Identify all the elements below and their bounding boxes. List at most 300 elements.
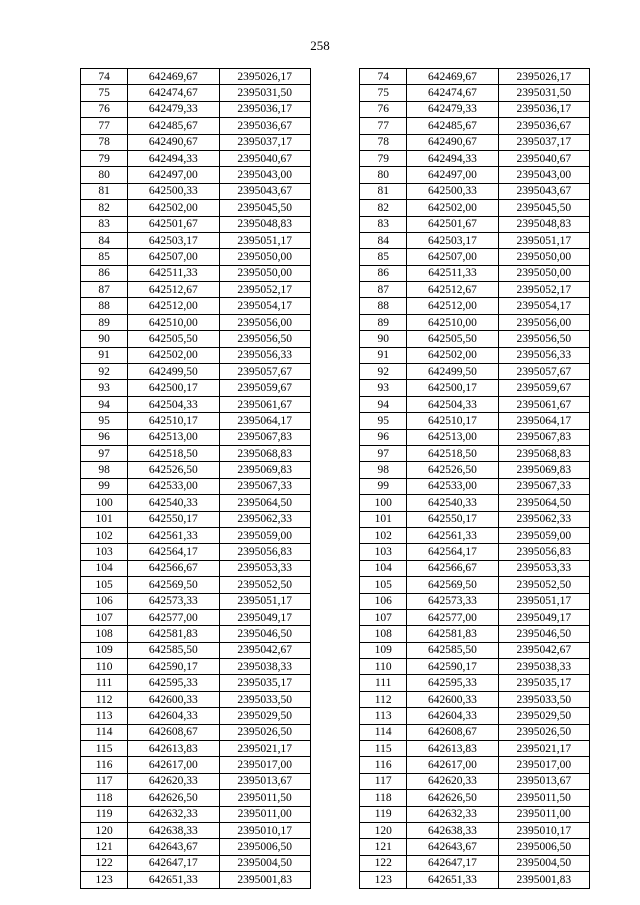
right-x-coordinate-cell: 642510,17 — [407, 413, 498, 429]
right-y-coordinate-cell: 2395040,67 — [498, 150, 589, 166]
left-point-number-cell: 94 — [81, 396, 128, 412]
right-y-coordinate-cell: 2395026,50 — [498, 724, 589, 740]
right-point-number-cell: 82 — [360, 200, 407, 216]
right-y-coordinate-cell: 2395043,00 — [498, 167, 589, 183]
table-row — [81, 708, 590, 724]
column-gap — [310, 560, 359, 576]
left-y-coordinate-cell: 2395031,50 — [219, 85, 310, 101]
table-row — [81, 724, 590, 740]
left-point-number-cell: 92 — [81, 364, 128, 380]
column-gap — [310, 265, 359, 281]
right-point-number-cell: 108 — [360, 626, 407, 642]
left-point-number-cell: 82 — [81, 200, 128, 216]
left-point-number-cell: 101 — [81, 511, 128, 527]
column-gap — [310, 232, 359, 248]
right-y-coordinate-cell: 2395062,33 — [498, 511, 589, 527]
left-y-coordinate-cell: 2395038,33 — [219, 659, 310, 675]
right-x-coordinate-cell: 642490,67 — [407, 134, 498, 150]
right-x-coordinate-cell: 642500,33 — [407, 183, 498, 199]
left-point-number-cell: 103 — [81, 544, 128, 560]
right-x-coordinate-cell: 642585,50 — [407, 642, 498, 658]
right-x-coordinate-cell: 642503,17 — [407, 232, 498, 248]
right-point-number-cell: 86 — [360, 265, 407, 281]
left-point-number-cell: 79 — [81, 150, 128, 166]
left-point-number-cell: 74 — [81, 69, 128, 85]
left-point-number-cell: 88 — [81, 298, 128, 314]
table-row — [81, 659, 590, 675]
column-gap — [310, 150, 359, 166]
left-x-coordinate-cell: 642595,33 — [128, 675, 219, 691]
left-point-number-cell: 122 — [81, 855, 128, 871]
right-point-number-cell: 92 — [360, 364, 407, 380]
right-y-coordinate-cell: 2395042,67 — [498, 642, 589, 658]
left-x-coordinate-cell: 642533,00 — [128, 478, 219, 494]
left-y-coordinate-cell: 2395026,17 — [219, 69, 310, 85]
table-row — [81, 347, 590, 363]
right-point-number-cell: 91 — [360, 347, 407, 363]
left-y-coordinate-cell: 2395004,50 — [219, 855, 310, 871]
right-x-coordinate-cell: 642581,83 — [407, 626, 498, 642]
column-gap — [310, 855, 359, 871]
table-row — [81, 445, 590, 461]
right-x-coordinate-cell: 642638,33 — [407, 822, 498, 838]
right-x-coordinate-cell: 642504,33 — [407, 396, 498, 412]
left-x-coordinate-cell: 642499,50 — [128, 364, 219, 380]
column-gap — [310, 741, 359, 757]
right-x-coordinate-cell: 642595,33 — [407, 675, 498, 691]
left-x-coordinate-cell: 642550,17 — [128, 511, 219, 527]
left-y-coordinate-cell: 2395061,67 — [219, 396, 310, 412]
right-x-coordinate-cell: 642647,17 — [407, 855, 498, 871]
right-x-coordinate-cell: 642510,00 — [407, 314, 498, 330]
left-y-coordinate-cell: 2395045,50 — [219, 200, 310, 216]
right-y-coordinate-cell: 2395036,67 — [498, 118, 589, 134]
left-y-coordinate-cell: 2395062,33 — [219, 511, 310, 527]
left-x-coordinate-cell: 642577,00 — [128, 609, 219, 625]
right-point-number-cell: 99 — [360, 478, 407, 494]
right-point-number-cell: 84 — [360, 232, 407, 248]
left-point-number-cell: 114 — [81, 724, 128, 740]
left-x-coordinate-cell: 642502,00 — [128, 200, 219, 216]
right-point-number-cell: 121 — [360, 839, 407, 855]
right-x-coordinate-cell: 642502,00 — [407, 347, 498, 363]
column-gap — [310, 167, 359, 183]
right-x-coordinate-cell: 642626,50 — [407, 790, 498, 806]
right-y-coordinate-cell: 2395001,83 — [498, 872, 589, 888]
column-gap — [310, 839, 359, 855]
left-point-number-cell: 77 — [81, 118, 128, 134]
right-point-number-cell: 107 — [360, 609, 407, 625]
right-y-coordinate-cell: 2395067,33 — [498, 478, 589, 494]
column-gap — [310, 609, 359, 625]
column-gap — [310, 691, 359, 707]
right-x-coordinate-cell: 642569,50 — [407, 577, 498, 593]
column-gap — [310, 659, 359, 675]
right-x-coordinate-cell: 642507,00 — [407, 249, 498, 265]
right-y-coordinate-cell: 2395052,50 — [498, 577, 589, 593]
right-y-coordinate-cell: 2395011,00 — [498, 806, 589, 822]
left-point-number-cell: 75 — [81, 85, 128, 101]
left-point-number-cell: 106 — [81, 593, 128, 609]
table-row — [81, 85, 590, 101]
left-point-number-cell: 89 — [81, 314, 128, 330]
right-y-coordinate-cell: 2395051,17 — [498, 232, 589, 248]
table-row — [81, 544, 590, 560]
coordinates-table — [80, 68, 590, 889]
right-x-coordinate-cell: 642540,33 — [407, 495, 498, 511]
left-x-coordinate-cell: 642617,00 — [128, 757, 219, 773]
left-point-number-cell: 123 — [81, 872, 128, 888]
left-x-coordinate-cell: 642608,67 — [128, 724, 219, 740]
left-x-coordinate-cell: 642510,17 — [128, 413, 219, 429]
left-x-coordinate-cell: 642590,17 — [128, 659, 219, 675]
right-point-number-cell: 105 — [360, 577, 407, 593]
right-y-coordinate-cell: 2395064,50 — [498, 495, 589, 511]
table-row — [81, 806, 590, 822]
right-y-coordinate-cell: 2395064,17 — [498, 413, 589, 429]
left-point-number-cell: 95 — [81, 413, 128, 429]
right-y-coordinate-cell: 2395057,67 — [498, 364, 589, 380]
left-x-coordinate-cell: 642502,00 — [128, 347, 219, 363]
right-y-coordinate-cell: 2395050,00 — [498, 249, 589, 265]
right-point-number-cell: 93 — [360, 380, 407, 396]
right-y-coordinate-cell: 2395069,83 — [498, 462, 589, 478]
column-gap — [310, 85, 359, 101]
left-point-number-cell: 120 — [81, 822, 128, 838]
left-x-coordinate-cell: 642638,33 — [128, 822, 219, 838]
table-row — [81, 232, 590, 248]
table-row — [81, 527, 590, 543]
left-point-number-cell: 119 — [81, 806, 128, 822]
left-point-number-cell: 78 — [81, 134, 128, 150]
column-gap — [310, 626, 359, 642]
right-x-coordinate-cell: 642500,17 — [407, 380, 498, 396]
left-point-number-cell: 118 — [81, 790, 128, 806]
column-gap — [310, 347, 359, 363]
left-y-coordinate-cell: 2395033,50 — [219, 691, 310, 707]
left-y-coordinate-cell: 2395001,83 — [219, 872, 310, 888]
table-row — [81, 216, 590, 232]
left-x-coordinate-cell: 642494,33 — [128, 150, 219, 166]
left-x-coordinate-cell: 642490,67 — [128, 134, 219, 150]
left-point-number-cell: 98 — [81, 462, 128, 478]
column-gap — [310, 642, 359, 658]
column-gap — [310, 495, 359, 511]
left-y-coordinate-cell: 2395043,00 — [219, 167, 310, 183]
left-x-coordinate-cell: 642479,33 — [128, 101, 219, 117]
right-point-number-cell: 103 — [360, 544, 407, 560]
column-gap — [310, 724, 359, 740]
right-x-coordinate-cell: 642533,00 — [407, 478, 498, 494]
left-x-coordinate-cell: 642501,67 — [128, 216, 219, 232]
right-x-coordinate-cell: 642505,50 — [407, 331, 498, 347]
right-point-number-cell: 106 — [360, 593, 407, 609]
right-x-coordinate-cell: 642564,17 — [407, 544, 498, 560]
right-y-coordinate-cell: 2395006,50 — [498, 839, 589, 855]
left-x-coordinate-cell: 642513,00 — [128, 429, 219, 445]
right-point-number-cell: 80 — [360, 167, 407, 183]
left-x-coordinate-cell: 642512,00 — [128, 298, 219, 314]
table-row — [81, 609, 590, 625]
right-x-coordinate-cell: 642613,83 — [407, 741, 498, 757]
left-x-coordinate-cell: 642613,83 — [128, 741, 219, 757]
left-point-number-cell: 96 — [81, 429, 128, 445]
right-y-coordinate-cell: 2395035,17 — [498, 675, 589, 691]
right-point-number-cell: 118 — [360, 790, 407, 806]
left-point-number-cell: 111 — [81, 675, 128, 691]
left-x-coordinate-cell: 642469,67 — [128, 69, 219, 85]
column-gap — [310, 544, 359, 560]
table-row — [81, 577, 590, 593]
right-y-coordinate-cell: 2395056,50 — [498, 331, 589, 347]
left-y-coordinate-cell: 2395010,17 — [219, 822, 310, 838]
left-point-number-cell: 121 — [81, 839, 128, 855]
column-gap — [310, 216, 359, 232]
left-y-coordinate-cell: 2395056,83 — [219, 544, 310, 560]
left-x-coordinate-cell: 642620,33 — [128, 773, 219, 789]
left-y-coordinate-cell: 2395029,50 — [219, 708, 310, 724]
left-point-number-cell: 85 — [81, 249, 128, 265]
left-x-coordinate-cell: 642518,50 — [128, 445, 219, 461]
left-x-coordinate-cell: 642512,67 — [128, 282, 219, 298]
left-y-coordinate-cell: 2395053,33 — [219, 560, 310, 576]
left-y-coordinate-cell: 2395035,17 — [219, 675, 310, 691]
right-y-coordinate-cell: 2395036,17 — [498, 101, 589, 117]
right-point-number-cell: 88 — [360, 298, 407, 314]
left-point-number-cell: 117 — [81, 773, 128, 789]
right-point-number-cell: 120 — [360, 822, 407, 838]
left-y-coordinate-cell: 2395064,50 — [219, 495, 310, 511]
left-x-coordinate-cell: 642500,33 — [128, 183, 219, 199]
table-row — [81, 249, 590, 265]
right-x-coordinate-cell: 642643,67 — [407, 839, 498, 855]
right-y-coordinate-cell: 2395013,67 — [498, 773, 589, 789]
right-point-number-cell: 114 — [360, 724, 407, 740]
left-x-coordinate-cell: 642500,17 — [128, 380, 219, 396]
right-y-coordinate-cell: 2395054,17 — [498, 298, 589, 314]
right-point-number-cell: 97 — [360, 445, 407, 461]
table-row — [81, 478, 590, 494]
table-row — [81, 150, 590, 166]
right-point-number-cell: 78 — [360, 134, 407, 150]
right-point-number-cell: 89 — [360, 314, 407, 330]
right-x-coordinate-cell: 642632,33 — [407, 806, 498, 822]
left-y-coordinate-cell: 2395048,83 — [219, 216, 310, 232]
right-x-coordinate-cell: 642474,67 — [407, 85, 498, 101]
left-point-number-cell: 97 — [81, 445, 128, 461]
column-gap — [310, 462, 359, 478]
left-y-coordinate-cell: 2395040,67 — [219, 150, 310, 166]
left-x-coordinate-cell: 642626,50 — [128, 790, 219, 806]
left-point-number-cell: 86 — [81, 265, 128, 281]
table-row — [81, 364, 590, 380]
table-row — [81, 642, 590, 658]
right-point-number-cell: 79 — [360, 150, 407, 166]
left-y-coordinate-cell: 2395068,83 — [219, 445, 310, 461]
table-row — [81, 134, 590, 150]
right-point-number-cell: 110 — [360, 659, 407, 675]
table-row — [81, 429, 590, 445]
right-point-number-cell: 77 — [360, 118, 407, 134]
table-row — [81, 265, 590, 281]
left-y-coordinate-cell: 2395052,17 — [219, 282, 310, 298]
left-point-number-cell: 110 — [81, 659, 128, 675]
left-y-coordinate-cell: 2395011,50 — [219, 790, 310, 806]
left-y-coordinate-cell: 2395067,83 — [219, 429, 310, 445]
right-y-coordinate-cell: 2395045,50 — [498, 200, 589, 216]
right-y-coordinate-cell: 2395048,83 — [498, 216, 589, 232]
right-point-number-cell: 102 — [360, 527, 407, 543]
right-x-coordinate-cell: 642485,67 — [407, 118, 498, 134]
left-y-coordinate-cell: 2395050,00 — [219, 249, 310, 265]
right-x-coordinate-cell: 642573,33 — [407, 593, 498, 609]
table-row — [81, 675, 590, 691]
right-y-coordinate-cell: 2395021,17 — [498, 741, 589, 757]
right-x-coordinate-cell: 642617,00 — [407, 757, 498, 773]
left-x-coordinate-cell: 642540,33 — [128, 495, 219, 511]
left-y-coordinate-cell: 2395051,17 — [219, 232, 310, 248]
column-gap — [310, 118, 359, 134]
table-row — [81, 331, 590, 347]
left-point-number-cell: 87 — [81, 282, 128, 298]
right-y-coordinate-cell: 2395004,50 — [498, 855, 589, 871]
right-point-number-cell: 109 — [360, 642, 407, 658]
column-gap — [310, 298, 359, 314]
right-point-number-cell: 87 — [360, 282, 407, 298]
right-x-coordinate-cell: 642501,67 — [407, 216, 498, 232]
right-y-coordinate-cell: 2395050,00 — [498, 265, 589, 281]
column-gap — [310, 429, 359, 445]
right-x-coordinate-cell: 642513,00 — [407, 429, 498, 445]
right-y-coordinate-cell: 2395056,00 — [498, 314, 589, 330]
left-point-number-cell: 104 — [81, 560, 128, 576]
left-point-number-cell: 83 — [81, 216, 128, 232]
table-row — [81, 118, 590, 134]
right-y-coordinate-cell: 2395061,67 — [498, 396, 589, 412]
table-row — [81, 511, 590, 527]
left-x-coordinate-cell: 642497,00 — [128, 167, 219, 183]
column-gap — [310, 577, 359, 593]
left-y-coordinate-cell: 2395051,17 — [219, 593, 310, 609]
right-y-coordinate-cell: 2395049,17 — [498, 609, 589, 625]
column-gap — [310, 773, 359, 789]
right-point-number-cell: 85 — [360, 249, 407, 265]
right-x-coordinate-cell: 642608,67 — [407, 724, 498, 740]
right-x-coordinate-cell: 642511,33 — [407, 265, 498, 281]
column-gap — [310, 593, 359, 609]
left-y-coordinate-cell: 2395050,00 — [219, 265, 310, 281]
column-gap — [310, 282, 359, 298]
right-point-number-cell: 117 — [360, 773, 407, 789]
right-point-number-cell: 96 — [360, 429, 407, 445]
column-gap — [310, 396, 359, 412]
right-y-coordinate-cell: 2395011,50 — [498, 790, 589, 806]
right-x-coordinate-cell: 642499,50 — [407, 364, 498, 380]
right-x-coordinate-cell: 642518,50 — [407, 445, 498, 461]
right-y-coordinate-cell: 2395010,17 — [498, 822, 589, 838]
right-x-coordinate-cell: 642651,33 — [407, 872, 498, 888]
right-point-number-cell: 104 — [360, 560, 407, 576]
left-x-coordinate-cell: 642651,33 — [128, 872, 219, 888]
left-point-number-cell: 109 — [81, 642, 128, 658]
left-x-coordinate-cell: 642504,33 — [128, 396, 219, 412]
right-x-coordinate-cell: 642479,33 — [407, 101, 498, 117]
right-x-coordinate-cell: 642512,00 — [407, 298, 498, 314]
right-x-coordinate-cell: 642512,67 — [407, 282, 498, 298]
table-row — [81, 790, 590, 806]
right-y-coordinate-cell: 2395068,83 — [498, 445, 589, 461]
left-x-coordinate-cell: 642647,17 — [128, 855, 219, 871]
table-row — [81, 626, 590, 642]
table-row — [81, 757, 590, 773]
table-row — [81, 691, 590, 707]
left-point-number-cell: 99 — [81, 478, 128, 494]
table-row — [81, 167, 590, 183]
right-point-number-cell: 95 — [360, 413, 407, 429]
column-gap — [310, 331, 359, 347]
left-point-number-cell: 93 — [81, 380, 128, 396]
column-gap — [310, 511, 359, 527]
left-point-number-cell: 105 — [81, 577, 128, 593]
left-x-coordinate-cell: 642569,50 — [128, 577, 219, 593]
right-y-coordinate-cell: 2395017,00 — [498, 757, 589, 773]
left-x-coordinate-cell: 642503,17 — [128, 232, 219, 248]
left-point-number-cell: 102 — [81, 527, 128, 543]
coordinates-table-body — [81, 69, 590, 889]
left-point-number-cell: 100 — [81, 495, 128, 511]
column-gap — [310, 790, 359, 806]
right-point-number-cell: 123 — [360, 872, 407, 888]
right-point-number-cell: 101 — [360, 511, 407, 527]
column-gap — [310, 134, 359, 150]
right-point-number-cell: 111 — [360, 675, 407, 691]
right-point-number-cell: 90 — [360, 331, 407, 347]
column-gap — [310, 445, 359, 461]
left-y-coordinate-cell: 2395067,33 — [219, 478, 310, 494]
left-y-coordinate-cell: 2395037,17 — [219, 134, 310, 150]
left-x-coordinate-cell: 642604,33 — [128, 708, 219, 724]
right-y-coordinate-cell: 2395052,17 — [498, 282, 589, 298]
right-x-coordinate-cell: 642604,33 — [407, 708, 498, 724]
left-x-coordinate-cell: 642564,17 — [128, 544, 219, 560]
right-x-coordinate-cell: 642561,33 — [407, 527, 498, 543]
left-y-coordinate-cell: 2395056,33 — [219, 347, 310, 363]
table-row — [81, 298, 590, 314]
column-gap — [310, 183, 359, 199]
left-x-coordinate-cell: 642643,67 — [128, 839, 219, 855]
left-point-number-cell: 115 — [81, 741, 128, 757]
table-row — [81, 560, 590, 576]
column-gap — [310, 822, 359, 838]
table-row — [81, 396, 590, 412]
left-point-number-cell: 76 — [81, 101, 128, 117]
left-y-coordinate-cell: 2395064,17 — [219, 413, 310, 429]
left-point-number-cell: 80 — [81, 167, 128, 183]
left-point-number-cell: 90 — [81, 331, 128, 347]
left-x-coordinate-cell: 642485,67 — [128, 118, 219, 134]
right-y-coordinate-cell: 2395046,50 — [498, 626, 589, 642]
right-x-coordinate-cell: 642566,67 — [407, 560, 498, 576]
left-y-coordinate-cell: 2395059,00 — [219, 527, 310, 543]
left-point-number-cell: 113 — [81, 708, 128, 724]
right-x-coordinate-cell: 642620,33 — [407, 773, 498, 789]
table-row — [81, 380, 590, 396]
column-gap — [310, 675, 359, 691]
table-row — [81, 839, 590, 855]
page-number: 258 — [310, 38, 330, 53]
left-y-coordinate-cell: 2395069,83 — [219, 462, 310, 478]
column-gap — [310, 478, 359, 494]
